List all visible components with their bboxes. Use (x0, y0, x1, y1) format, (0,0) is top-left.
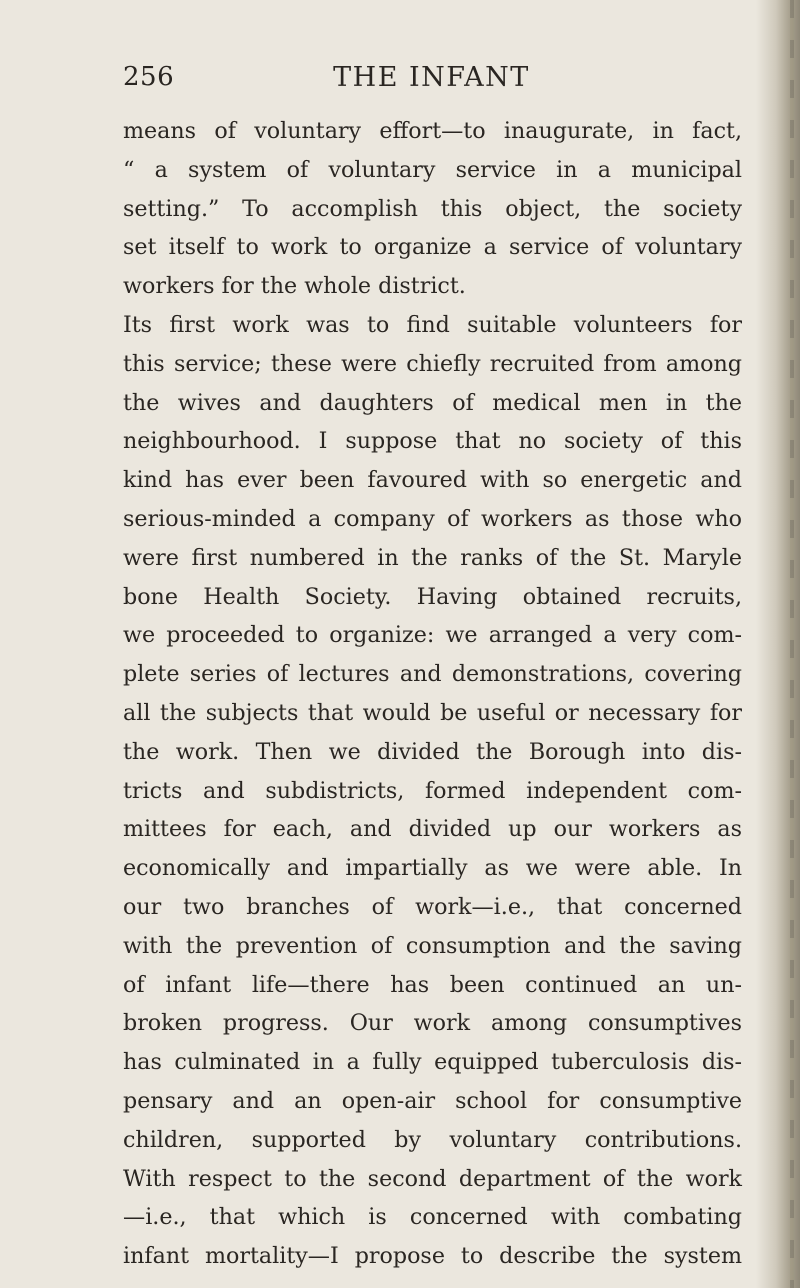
text-line: children, supported by voluntary contributions. (123, 1126, 742, 1153)
text-line: —i.e., that which is concerned with combating (123, 1204, 742, 1231)
text-line: workers for the whole district. (123, 273, 466, 300)
text-line: means of voluntary effort—to inaugurate, in fact, (123, 118, 742, 144)
text-line: the work. Then we divided the Borough into dis- (123, 738, 742, 765)
page-header (123, 62, 740, 102)
text-line: pensary and an open-air school for consumptive (123, 1087, 742, 1114)
text-line: bone Health Society. Having obtained recruits, (123, 583, 742, 610)
running-head: THE INFANT (333, 62, 530, 93)
body-text (123, 112, 742, 1276)
text-line: serious-minded a company of workers as those who (123, 505, 742, 532)
text-line: kind has ever been favoured with so energetic and (123, 467, 742, 494)
text-line: economically and impartially as we were able. In (123, 855, 742, 882)
text-line: neighbourhood. I suppose that no society of this (123, 428, 742, 455)
text-line: has culminated in a fully equipped tuberculosis dis- (123, 1049, 742, 1076)
text-line: Its first work was to find suitable volunteers for (123, 311, 742, 338)
text-line: we proceeded to organize: we arranged a very com- (123, 622, 742, 649)
text-line: with the prevention of consumption and the saving (123, 932, 742, 959)
text-line: “ a system of voluntary service in a municipal (123, 156, 742, 183)
text-line: plete series of lectures and demonstrations, covering (123, 661, 742, 688)
text-line: set itself to work to organize a service of voluntary (123, 234, 742, 261)
text-line: With respect to the second department of the work (123, 1165, 742, 1192)
text-line: broken progress. Our work among consumptives (123, 1010, 742, 1037)
text-line: the wives and daughters of medical men in the (123, 389, 742, 416)
text-line: tricts and subdistricts, formed independent com- (123, 777, 742, 804)
text-line: our two branches of work—i.e., that concerned (123, 893, 742, 920)
text-line: all the subjects that would be useful or necessary for (123, 699, 742, 726)
text-line: infant mortality—I propose to describe the system (123, 1243, 742, 1270)
text-line: mittees for each, and divided up our workers as (123, 816, 742, 843)
text-line: this service; these were chiefly recruited from among (123, 350, 742, 377)
page-edge-shadow (756, 0, 800, 1288)
text-line: were first numbered in the ranks of the St. Maryle (123, 544, 742, 571)
text-line: setting.” To accomplish this object, the society (123, 195, 742, 222)
page-number: 256 (123, 62, 175, 92)
text-line: of infant life—there has been continued an un- (123, 971, 742, 998)
